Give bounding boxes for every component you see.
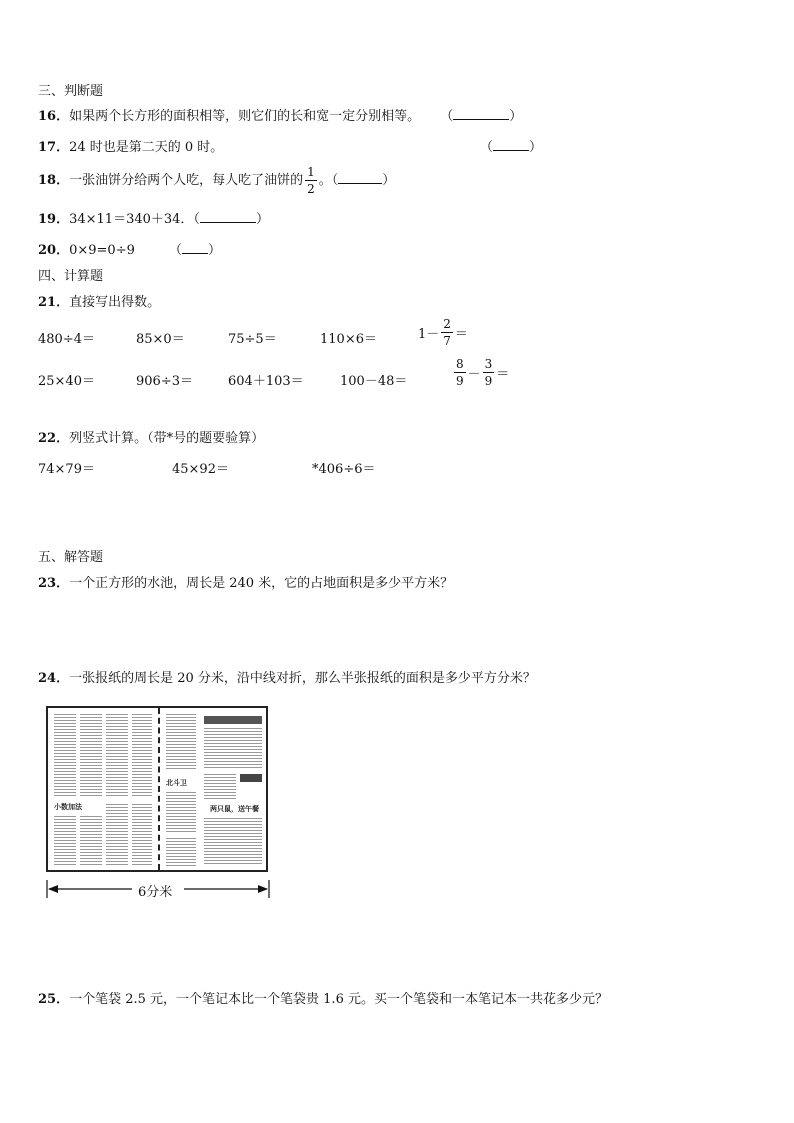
fraction: $\frac{2}{7}$ (443, 317, 451, 348)
fraction: $\frac{1}{2}$ (307, 165, 315, 196)
text-column (166, 714, 196, 770)
section-title-judgement: 三、判断题 (38, 84, 104, 99)
calc-item: 906÷3＝ (136, 374, 193, 389)
calc-item: 604＋103＝ (228, 374, 304, 389)
calc-item: 74×79＝ (38, 462, 95, 477)
image-block (240, 774, 262, 782)
text-column (80, 714, 102, 798)
question-number: 17． (38, 140, 70, 155)
headline: 小数加法 (54, 802, 82, 811)
calc-item-fraction: $\frac{8}{9}$ － $\frac{3}{9}$ ＝ (456, 357, 510, 388)
headline: 北斗卫 (166, 778, 187, 787)
section-title-calculation: 四、计算题 (38, 269, 104, 284)
question-number: 19． (38, 212, 70, 227)
answer-blank[interactable] (182, 241, 208, 254)
question-text: 列竖式计算。（带*号的题要验算） (69, 431, 265, 446)
answer-blank[interactable] (338, 171, 382, 184)
dimension-label: 6分米 (138, 885, 173, 900)
question-number: 23． (38, 576, 70, 591)
question-24 (38, 667, 536, 686)
question-17-answer: （ ） (480, 140, 543, 155)
calc-item: 75÷5＝ (228, 332, 277, 347)
question-number: 25． (38, 992, 70, 1007)
headline: 两只鼠，送午餐 (210, 804, 259, 813)
question-text: 24 时也是第二天的 0 时。 (69, 140, 224, 155)
calc-item: 110×6＝ (320, 332, 377, 347)
fold-line (158, 708, 160, 870)
fraction: $\frac{8}{9}$ (456, 357, 464, 388)
question-number: 16． (38, 109, 70, 124)
question-23 (38, 572, 453, 591)
question-number: 24． (38, 671, 70, 686)
text-column (166, 792, 196, 832)
question-22 (38, 427, 264, 446)
question-19: 19．34×11＝340＋34．（ ） (38, 212, 269, 227)
question-text: 34×11＝340＋34．（ (69, 212, 200, 227)
answer-blank[interactable] (493, 138, 529, 151)
answer-blank[interactable] (453, 107, 509, 120)
text-column (54, 816, 76, 866)
question-number: 20． (38, 243, 70, 258)
text-column (106, 714, 128, 798)
question-17 (38, 136, 223, 155)
fraction: $\frac{3}{9}$ (484, 357, 493, 388)
text-column (204, 818, 262, 866)
question-text: 一张报纸的周长是 20 分米，沿中线对折，那么半张报纸的面积是多少平方分米？ (69, 671, 536, 686)
calc-item: 85×0＝ (136, 332, 185, 347)
newspaper-figure (46, 706, 268, 872)
question-text: 一个正方形的水池，周长是 240 米，它的占地面积是多少平方米？ (69, 576, 454, 591)
text-column (132, 714, 152, 798)
banner-headline (204, 716, 262, 724)
text-column (166, 838, 196, 866)
question-text: 如果两个长方形的面积相等，则它们的长和宽一定分别相等。 (69, 109, 421, 124)
question-number: 22． (38, 431, 70, 446)
calc-item: *406÷6＝ (312, 462, 376, 477)
calc-item: 100－48＝ (340, 374, 408, 389)
answer-blank[interactable] (200, 210, 256, 223)
text-column (80, 816, 102, 866)
text-column (204, 774, 236, 800)
question-number: 18． (38, 173, 70, 188)
question-text: 一张油饼分给两个人吃，每人吃了油饼的 (69, 173, 304, 188)
question-text: 0×9=0÷9 (69, 243, 135, 258)
question-18: 18．一张油饼分给两个人吃，每人吃了油饼的 $\frac{1}{2}$ 。（ ） (38, 165, 396, 196)
calc-item-fraction: 1－ $\frac{2}{7}$ ＝ (418, 317, 468, 348)
question-20: 20．0×9=0÷9 （ ） (38, 243, 222, 258)
text-column (106, 804, 128, 866)
text-column (204, 728, 262, 768)
dimension-indicator (46, 878, 270, 900)
section-title-word-problems: 五、解答题 (38, 550, 104, 565)
calc-item: 480÷4＝ (38, 332, 95, 347)
question-number: 21． (38, 295, 70, 310)
text-column (54, 714, 76, 798)
question-16: 16．如果两个长方形的面积相等，则它们的长和宽一定分别相等。 （ ） (38, 109, 523, 124)
question-21 (38, 291, 160, 310)
question-25 (38, 988, 608, 1007)
calc-item: 25×40＝ (38, 374, 95, 389)
question-text: 一个笔袋 2.5 元，一个笔记本比一个笔袋贵 1.6 元。买一个笔袋和一本笔记本一共花多少元？ (69, 992, 608, 1007)
calc-item: 45×92＝ (172, 462, 229, 477)
question-text: 直接写出得数。 (69, 295, 161, 310)
text-column (132, 804, 152, 866)
